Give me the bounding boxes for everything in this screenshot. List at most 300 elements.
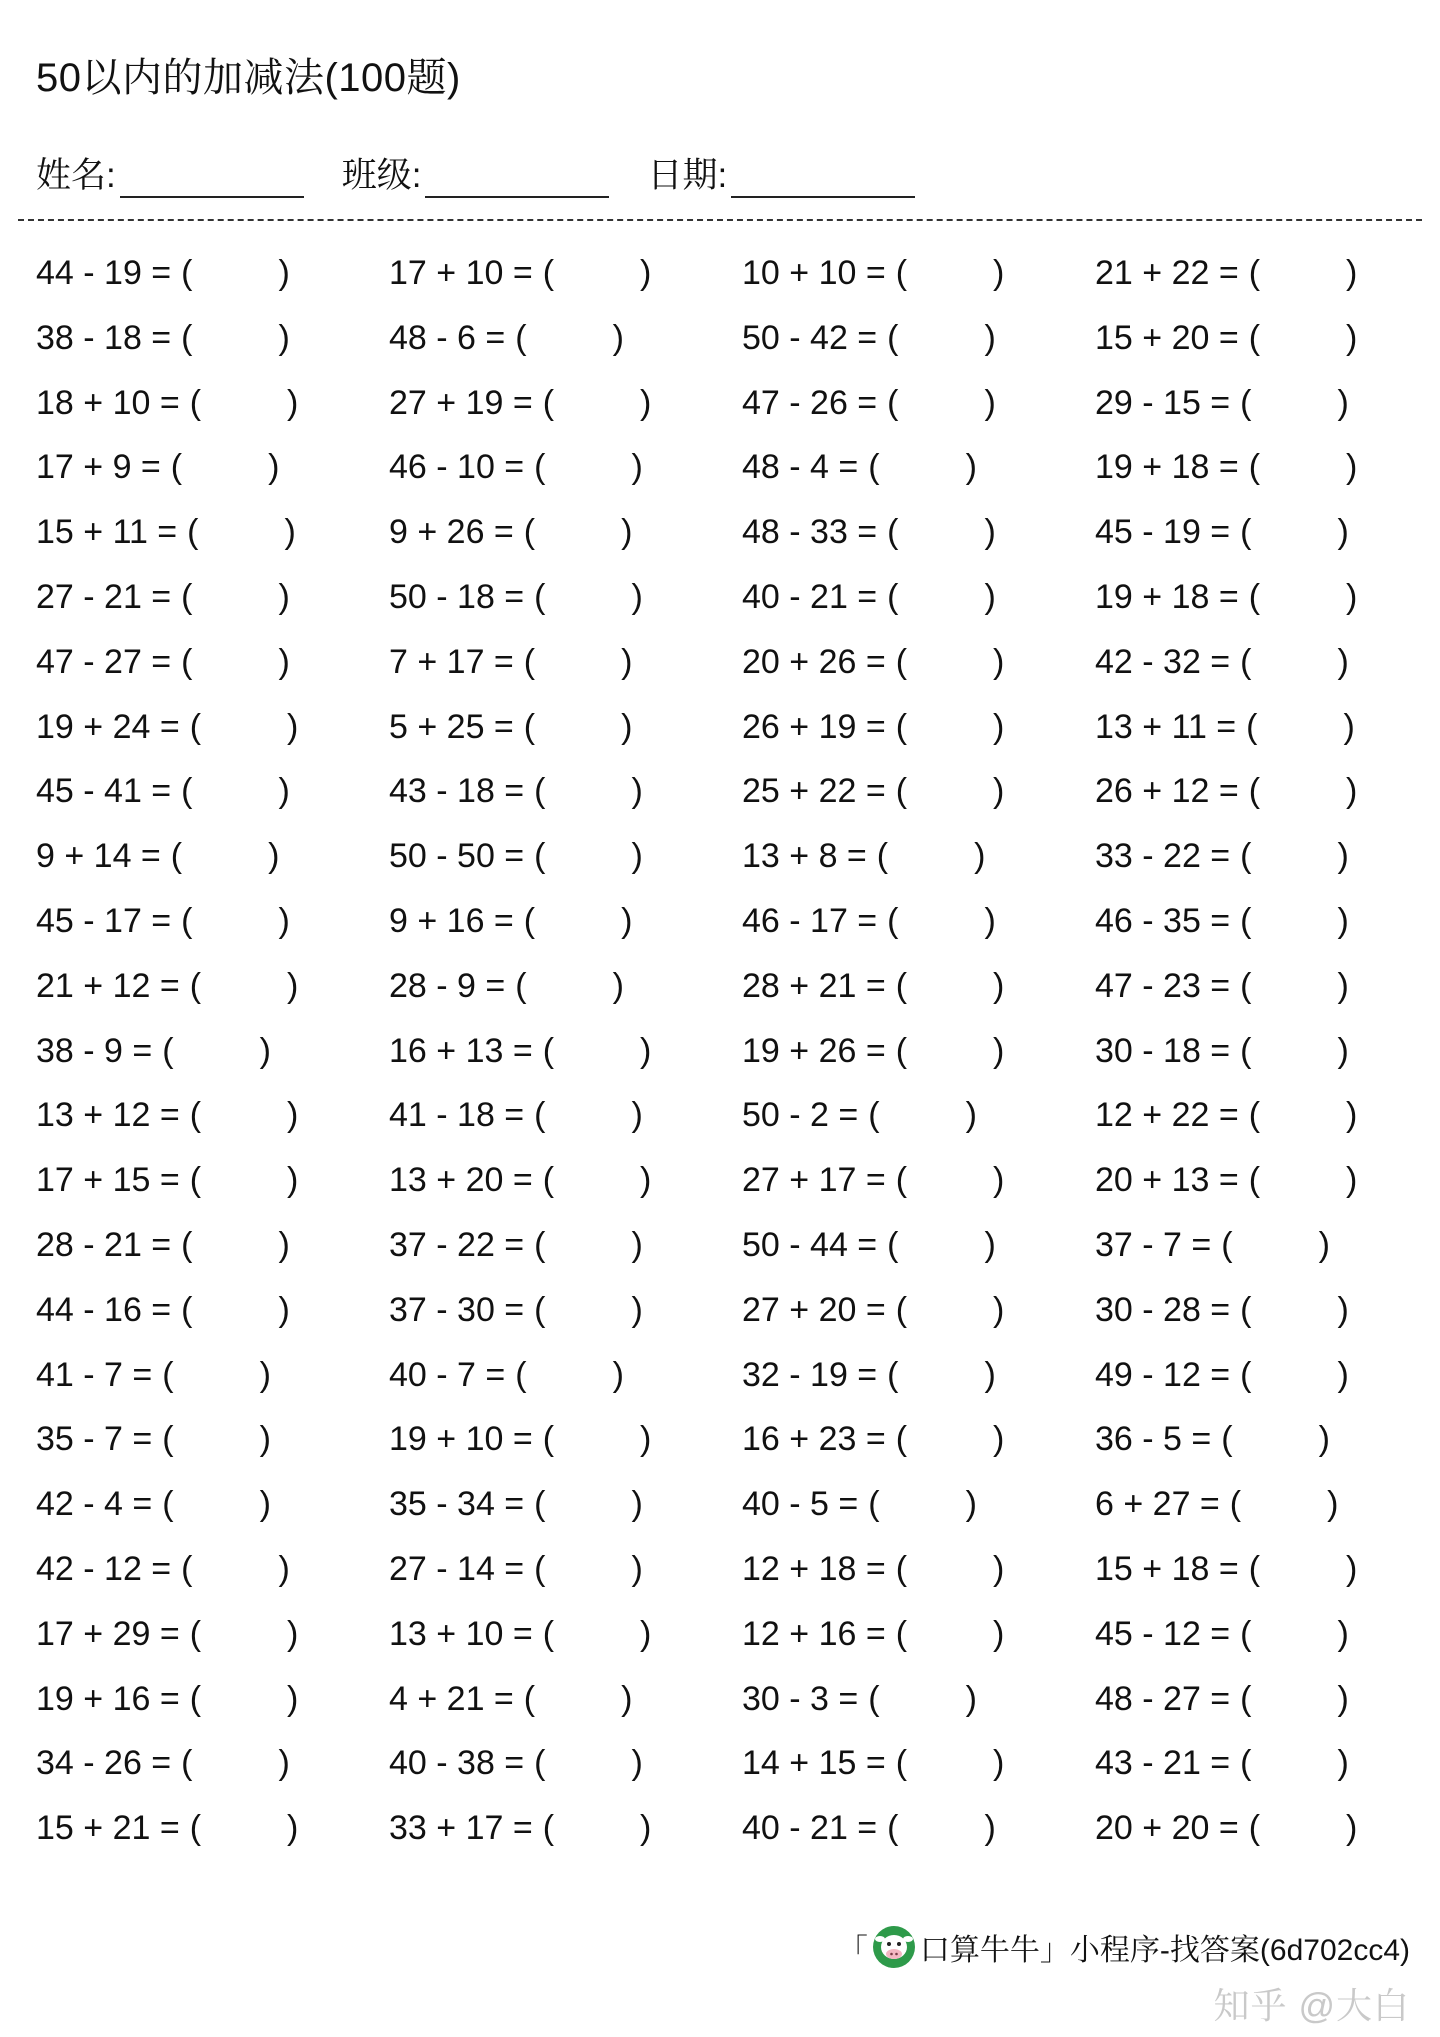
problem-item [36, 1154, 389, 1219]
problem-expression: 37 - 22 = [389, 1225, 525, 1264]
problem-expression: 17 + 10 = [389, 254, 533, 292]
answer-paren-open: ( [895, 707, 908, 746]
answer-paren-close: ) [993, 1744, 1005, 1783]
answer-paren-open: ( [181, 254, 193, 292]
problem-item [36, 312, 389, 377]
problem-item [742, 1025, 1095, 1090]
problem-expression: 14 + 15 = [742, 1744, 886, 1783]
answer-paren-close: ) [640, 254, 652, 292]
problem-expression: 19 + 18 = [1095, 448, 1239, 487]
answer-paren-open: ( [181, 1290, 193, 1329]
answer-paren-close: ) [1318, 1420, 1330, 1459]
problem-expression: 49 - 12 = [1095, 1355, 1231, 1394]
answer-paren-close: ) [1337, 1614, 1349, 1653]
problem-expression: 17 + 29 = [36, 1614, 180, 1653]
answer-paren-open: ( [542, 1161, 555, 1200]
answer-paren-close: ) [1346, 1809, 1358, 1848]
problem-item [36, 1478, 389, 1543]
answer-blank [1260, 441, 1346, 485]
answer-paren-open: ( [534, 448, 546, 487]
answer-paren-close: ) [993, 707, 1005, 746]
answer-blank [545, 765, 631, 809]
dashed-divider [18, 219, 1422, 221]
answer-blank [545, 441, 631, 485]
problem-item [1095, 1608, 1440, 1673]
answer-paren-close: ) [631, 448, 643, 487]
problem-item [389, 1543, 742, 1608]
answer-paren-close: ) [631, 772, 643, 811]
problem-expression: 32 - 19 = [742, 1355, 878, 1394]
answer-paren-open: ( [181, 1549, 193, 1588]
answer-paren-open: ( [895, 1290, 908, 1329]
problem-expression: 45 - 41 = [36, 772, 172, 811]
problem-expression: 19 + 10 = [389, 1420, 533, 1459]
answer-blank [898, 1802, 984, 1846]
answer-blank [554, 377, 640, 421]
answer-paren-close: ) [640, 1614, 652, 1653]
answer-paren-open: ( [1248, 448, 1261, 487]
answer-blank [554, 247, 640, 291]
problem-expression: 50 - 42 = [742, 318, 878, 357]
problem-expression: 19 + 26 = [742, 1031, 886, 1070]
problem-expression: 48 - 27 = [1095, 1679, 1231, 1718]
problem-item [742, 312, 1095, 377]
answer-paren-close: ) [287, 707, 299, 746]
answer-paren-open: ( [1248, 1096, 1261, 1135]
problem-expression: 29 - 15 = [1095, 383, 1231, 422]
answer-paren-close: ) [640, 1031, 652, 1070]
answer-paren-open: ( [189, 1161, 202, 1200]
problem-item [742, 1543, 1095, 1608]
footer-credit [838, 1925, 1410, 1969]
problem-expression: 15 + 11 = [36, 513, 178, 552]
answer-paren-close: ) [993, 642, 1005, 681]
answer-blank [898, 1349, 984, 1393]
answer-blank [545, 571, 631, 615]
answer-paren-open: ( [895, 1031, 908, 1070]
answer-blank [1251, 960, 1337, 1004]
problem-item [36, 1737, 389, 1802]
answer-blank [201, 701, 287, 745]
answer-paren-close: ) [984, 1809, 996, 1848]
problem-item [742, 1154, 1095, 1219]
answer-paren-close: ) [621, 707, 633, 746]
problem-item [389, 1025, 742, 1090]
answer-paren-open: ( [515, 1355, 527, 1394]
answer-paren-close: ) [965, 1679, 977, 1718]
answer-blank [192, 1284, 278, 1328]
problem-item [36, 1349, 389, 1414]
answer-blank [1258, 701, 1344, 745]
problem-item [36, 1802, 389, 1867]
answer-paren-open: ( [189, 966, 202, 1005]
answer-paren-open: ( [887, 901, 899, 940]
problem-expression: 27 + 19 = [389, 383, 533, 422]
answer-blank [545, 1284, 631, 1328]
problem-expression: 30 - 28 = [1095, 1290, 1231, 1329]
answer-paren-open: ( [181, 1744, 193, 1783]
answer-blank [1260, 312, 1346, 356]
answer-blank [174, 1349, 260, 1393]
problem-expression: 42 - 32 = [1095, 642, 1231, 681]
answer-paren-open: ( [170, 837, 183, 876]
answer-blank [907, 1737, 993, 1781]
answer-paren-open: ( [1240, 901, 1252, 940]
answer-paren-close: ) [278, 901, 290, 940]
answer-blank [880, 441, 966, 485]
problem-item [389, 1608, 742, 1673]
answer-paren-close: ) [1346, 448, 1358, 487]
problem-expression: 21 + 22 = [1095, 254, 1239, 292]
problem-expression: 40 - 5 = [742, 1485, 859, 1524]
answer-paren-open: ( [523, 1679, 536, 1718]
answer-paren-open: ( [181, 577, 193, 616]
answer-paren-close: ) [984, 383, 996, 422]
answer-paren-open: ( [189, 1614, 202, 1653]
problem-expression: 44 - 16 = [36, 1290, 172, 1329]
answer-paren-close: ) [278, 318, 290, 357]
problem-expression: 40 - 38 = [389, 1744, 525, 1783]
answer-paren-open: ( [895, 966, 908, 1005]
answer-paren-close: ) [278, 254, 290, 292]
answer-blank [1233, 1413, 1319, 1457]
answer-paren-open: ( [895, 1744, 908, 1783]
answer-paren-close: ) [993, 1161, 1005, 1200]
problem-expression: 30 - 3 = [742, 1679, 859, 1718]
problem-expression: 20 + 13 = [1095, 1161, 1239, 1200]
problem-expression: 40 - 21 = [742, 577, 878, 616]
answer-paren-open: ( [534, 1096, 546, 1135]
answer-paren-open: ( [1229, 1485, 1242, 1524]
answer-paren-open: ( [542, 1614, 555, 1653]
problem-item [1095, 701, 1440, 766]
problem-item [389, 636, 742, 701]
problem-item [36, 960, 389, 1025]
answer-paren-close: ) [259, 1031, 271, 1070]
problem-expression: 36 - 5 = [1095, 1420, 1212, 1459]
problem-item [36, 636, 389, 701]
problem-item [389, 1154, 742, 1219]
answer-paren-open: ( [534, 1225, 546, 1264]
answer-paren-close: ) [1327, 1485, 1339, 1524]
problem-item [742, 1608, 1095, 1673]
answer-paren-open: ( [1240, 383, 1252, 422]
answer-blank [182, 441, 268, 485]
answer-blank [907, 1154, 993, 1198]
answer-paren-open: ( [523, 642, 536, 681]
problem-expression: 30 - 18 = [1095, 1031, 1231, 1070]
answer-paren-close: ) [278, 1225, 290, 1264]
answer-blank [1251, 1608, 1337, 1652]
problem-item [389, 1802, 742, 1867]
problem-item [36, 441, 389, 506]
problem-expression: 37 - 30 = [389, 1290, 525, 1329]
answer-blank [1251, 830, 1337, 874]
answer-blank [192, 895, 278, 939]
answer-paren-open: ( [868, 1679, 880, 1718]
worksheet-title: 50以内的加减法(100题) [36, 56, 461, 100]
answer-paren-open: ( [534, 1290, 546, 1329]
answer-paren-close: ) [287, 1679, 299, 1718]
answer-paren-close: ) [993, 1420, 1005, 1459]
answer-paren-open: ( [1248, 1809, 1261, 1848]
answer-blank [898, 571, 984, 615]
problem-expression: 16 + 13 = [389, 1031, 533, 1070]
problem-expression: 13 + 10 = [389, 1614, 533, 1653]
answer-paren-close: ) [993, 966, 1005, 1005]
answer-paren-close: ) [993, 1290, 1005, 1329]
answer-paren-close: ) [984, 901, 996, 940]
footer-app-text: 口算牛牛」小程序-找答案(6d702cc4) [919, 1934, 1410, 1967]
problem-expression: 27 - 14 = [389, 1549, 525, 1588]
answer-blank [545, 1737, 631, 1781]
problem-item [1095, 1802, 1440, 1867]
answer-blank [1260, 247, 1346, 291]
answer-blank [1260, 1802, 1346, 1846]
date-blank-line [731, 156, 915, 198]
answer-blank [1251, 506, 1337, 550]
answer-paren-open: ( [189, 707, 202, 746]
answer-blank [545, 830, 631, 874]
problem-expression: 27 - 21 = [36, 577, 172, 616]
answer-blank [174, 1025, 260, 1069]
answer-paren-open: ( [181, 642, 193, 681]
problem-expression: 18 + 10 = [36, 383, 180, 422]
problem-expression: 47 - 27 = [36, 642, 172, 681]
answer-paren-close: ) [631, 1290, 643, 1329]
problem-expression: 13 + 20 = [389, 1161, 533, 1200]
problem-expression: 12 + 16 = [742, 1614, 886, 1653]
answer-paren-close: ) [287, 1161, 299, 1200]
problem-expression: 13 + 8 = [742, 837, 867, 876]
problem-expression: 45 - 17 = [36, 901, 172, 940]
answer-paren-close: ) [1337, 1355, 1349, 1394]
answer-blank [1251, 1673, 1337, 1717]
answer-paren-open: ( [187, 513, 199, 552]
answer-paren-open: ( [181, 1225, 193, 1264]
answer-paren-close: ) [1337, 1290, 1349, 1329]
problem-expression: 35 - 7 = [36, 1420, 153, 1459]
problem-item [1095, 765, 1440, 830]
answer-blank [554, 1608, 640, 1652]
answer-paren-open: ( [534, 837, 546, 876]
answer-blank [907, 765, 993, 809]
answer-blank [201, 1608, 287, 1652]
name-label: 姓名: [36, 156, 116, 195]
problem-item [1095, 1543, 1440, 1608]
answer-blank [554, 1802, 640, 1846]
answer-paren-close: ) [1346, 577, 1358, 616]
problem-item [389, 312, 742, 377]
answer-paren-open: ( [181, 772, 193, 811]
answer-blank [1260, 1089, 1346, 1133]
answer-blank [545, 1543, 631, 1587]
answer-paren-open: ( [515, 318, 527, 357]
problem-expression: 17 + 15 = [36, 1161, 180, 1200]
problem-expression: 48 - 33 = [742, 513, 878, 552]
answer-blank [201, 1154, 287, 1198]
problem-expression: 43 - 21 = [1095, 1744, 1231, 1783]
answer-paren-close: ) [259, 1485, 271, 1524]
answer-paren-open: ( [887, 318, 899, 357]
problem-expression: 27 + 17 = [742, 1161, 886, 1200]
answer-paren-close: ) [993, 1614, 1005, 1653]
problem-item [1095, 1737, 1440, 1802]
problem-item [742, 1219, 1095, 1284]
answer-paren-close: ) [278, 577, 290, 616]
answer-paren-open: ( [542, 1031, 555, 1070]
answer-paren-close: ) [965, 1096, 977, 1135]
answer-paren-close: ) [612, 966, 624, 1005]
answer-blank [527, 1349, 613, 1393]
answer-paren-close: ) [284, 513, 296, 552]
answer-blank [1251, 1737, 1337, 1781]
problem-expression: 48 - 6 = [389, 318, 506, 357]
problem-item [1095, 1219, 1440, 1284]
problem-item [742, 1284, 1095, 1349]
answer-blank [192, 636, 278, 680]
answer-paren-open: ( [887, 1225, 899, 1264]
problem-expression: 9 + 26 = [389, 513, 514, 552]
problem-item [1095, 895, 1440, 960]
answer-paren-open: ( [1248, 772, 1261, 811]
answer-blank [201, 1089, 287, 1133]
answer-paren-open: ( [868, 1485, 880, 1524]
answer-paren-close: ) [259, 1355, 271, 1394]
problem-expression: 42 - 4 = [36, 1485, 153, 1524]
problem-item [742, 1089, 1095, 1154]
answer-blank [554, 1154, 640, 1198]
answer-blank [201, 960, 287, 1004]
answer-paren-close: ) [631, 577, 643, 616]
answer-paren-open: ( [895, 1549, 908, 1588]
answer-paren-open: ( [542, 383, 555, 422]
problem-expression: 13 + 11 = [1095, 707, 1237, 746]
problem-expression: 19 + 18 = [1095, 577, 1239, 616]
answer-paren-close: ) [993, 1549, 1005, 1588]
problem-expression: 19 + 16 = [36, 1679, 180, 1718]
problem-item [742, 1802, 1095, 1867]
answer-paren-close: ) [1337, 1744, 1349, 1783]
problem-expression: 43 - 18 = [389, 772, 525, 811]
problem-item [742, 571, 1095, 636]
problem-item [389, 895, 742, 960]
answer-paren-open: ( [515, 966, 527, 1005]
answer-paren-open: ( [1240, 513, 1252, 552]
answer-paren-open: ( [887, 1355, 899, 1394]
answer-blank [545, 1478, 631, 1522]
answer-paren-open: ( [1240, 837, 1252, 876]
answer-paren-open: ( [1248, 318, 1261, 357]
answer-paren-close: ) [1346, 1161, 1358, 1200]
problem-item [389, 571, 742, 636]
problem-expression: 28 - 9 = [389, 966, 506, 1005]
answer-paren-open: ( [523, 513, 536, 552]
answer-paren-open: ( [1248, 577, 1261, 616]
answer-blank [192, 765, 278, 809]
problem-item [36, 1673, 389, 1738]
answer-paren-open: ( [534, 1549, 546, 1588]
answer-blank [1251, 1025, 1337, 1069]
problem-expression: 9 + 16 = [389, 901, 514, 940]
answer-blank [907, 1025, 993, 1069]
answer-paren-open: ( [189, 1679, 202, 1718]
problem-expression: 48 - 4 = [742, 448, 859, 487]
problem-item [1095, 636, 1440, 701]
answer-paren-close: ) [984, 1225, 996, 1264]
answer-paren-close: ) [1346, 254, 1358, 292]
answer-blank [535, 701, 621, 745]
problem-expression: 15 + 21 = [36, 1809, 180, 1848]
answer-paren-open: ( [895, 642, 908, 681]
problem-item [36, 1219, 389, 1284]
answer-paren-open: ( [1240, 1744, 1252, 1783]
answer-paren-close: ) [278, 1549, 290, 1588]
answer-blank [907, 960, 993, 1004]
date-label: 日期: [647, 156, 728, 195]
answer-paren-close: ) [640, 383, 652, 422]
problem-expression: 7 + 17 = [389, 642, 514, 681]
problem-item [1095, 441, 1440, 506]
problem-item [36, 377, 389, 442]
answer-blank [174, 1478, 260, 1522]
problem-item [742, 441, 1095, 506]
answer-paren-close: ) [621, 513, 633, 552]
problem-item [1095, 312, 1440, 377]
answer-paren-open: ( [542, 254, 555, 292]
problem-expression: 34 - 26 = [36, 1744, 172, 1783]
answer-blank [554, 1413, 640, 1457]
answer-paren-open: ( [523, 901, 536, 940]
answer-paren-close: ) [621, 642, 633, 681]
problem-expression: 17 + 9 = [36, 448, 161, 487]
class-blank-line [425, 156, 609, 198]
problem-item [36, 571, 389, 636]
answer-blank [1260, 1154, 1346, 1198]
problem-item [1095, 571, 1440, 636]
problem-expression: 38 - 9 = [36, 1031, 153, 1070]
answer-paren-open: ( [534, 772, 546, 811]
answer-paren-open: ( [189, 1809, 202, 1848]
answer-paren-close: ) [612, 318, 624, 357]
problem-item [742, 636, 1095, 701]
problem-item [742, 895, 1095, 960]
answer-paren-close: ) [631, 1096, 643, 1135]
footer-bracket: 「 [837, 1934, 868, 1967]
problem-expression: 16 + 23 = [742, 1420, 886, 1459]
problem-expression: 45 - 19 = [1095, 513, 1231, 552]
answer-paren-open: ( [181, 901, 193, 940]
answer-paren-open: ( [887, 383, 899, 422]
problem-item [36, 1284, 389, 1349]
answer-paren-open: ( [887, 577, 899, 616]
problem-expression: 46 - 35 = [1095, 901, 1231, 940]
problem-expression: 9 + 14 = [36, 837, 161, 876]
answer-blank [182, 830, 268, 874]
answer-blank [1241, 1478, 1327, 1522]
answer-blank [1251, 1349, 1337, 1393]
problem-item [36, 830, 389, 895]
answer-blank [907, 701, 993, 745]
answer-paren-close: ) [278, 1744, 290, 1783]
problem-item [389, 1349, 742, 1414]
problem-expression: 47 - 26 = [742, 383, 878, 422]
problem-item [389, 377, 742, 442]
answer-paren-close: ) [631, 1549, 643, 1588]
problem-item [36, 247, 389, 312]
problem-item [742, 1349, 1095, 1414]
problem-expression: 38 - 18 = [36, 318, 172, 357]
